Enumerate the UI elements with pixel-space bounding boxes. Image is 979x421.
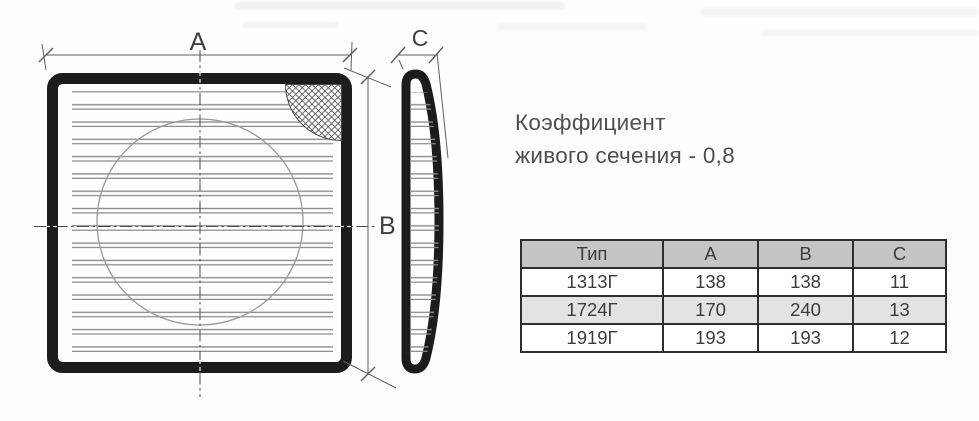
cell-a: 193 (663, 324, 758, 352)
cell-b: 193 (758, 324, 853, 352)
table-row (521, 324, 946, 352)
table-row (521, 268, 946, 296)
scan-artifact (497, 24, 647, 30)
cell-type: 1919Г (521, 324, 663, 352)
cell-type: 1724Г (521, 296, 663, 324)
cell-type: 1313Г (521, 268, 663, 296)
scan-artifact (760, 30, 979, 36)
coefficient-caption (515, 106, 735, 172)
cell-b: 138 (758, 268, 853, 296)
dimension-b-label: B (379, 212, 396, 240)
col-header-a: A (663, 240, 758, 268)
table-row (521, 296, 946, 324)
grille-slats (72, 91, 333, 358)
cell-a: 170 (663, 296, 758, 324)
scan-artifact (700, 8, 979, 16)
spec-table (520, 239, 947, 353)
col-header-b: B (758, 240, 853, 268)
cell-b: 240 (758, 296, 853, 324)
caption-line2: живого сечения - 0,8 (515, 143, 736, 168)
cell-c: 13 (853, 296, 946, 324)
col-header-c: C (853, 240, 946, 268)
spec-table-header-row (521, 240, 946, 268)
cell-a: 138 (663, 268, 758, 296)
col-header-type: Тип (521, 240, 663, 268)
dimension-c-label: C (411, 25, 429, 51)
caption-line1: Коэффициент (515, 110, 666, 135)
cell-c: 11 (853, 268, 946, 296)
dimension-a-label: A (189, 28, 207, 56)
cell-c: 12 (853, 324, 946, 352)
